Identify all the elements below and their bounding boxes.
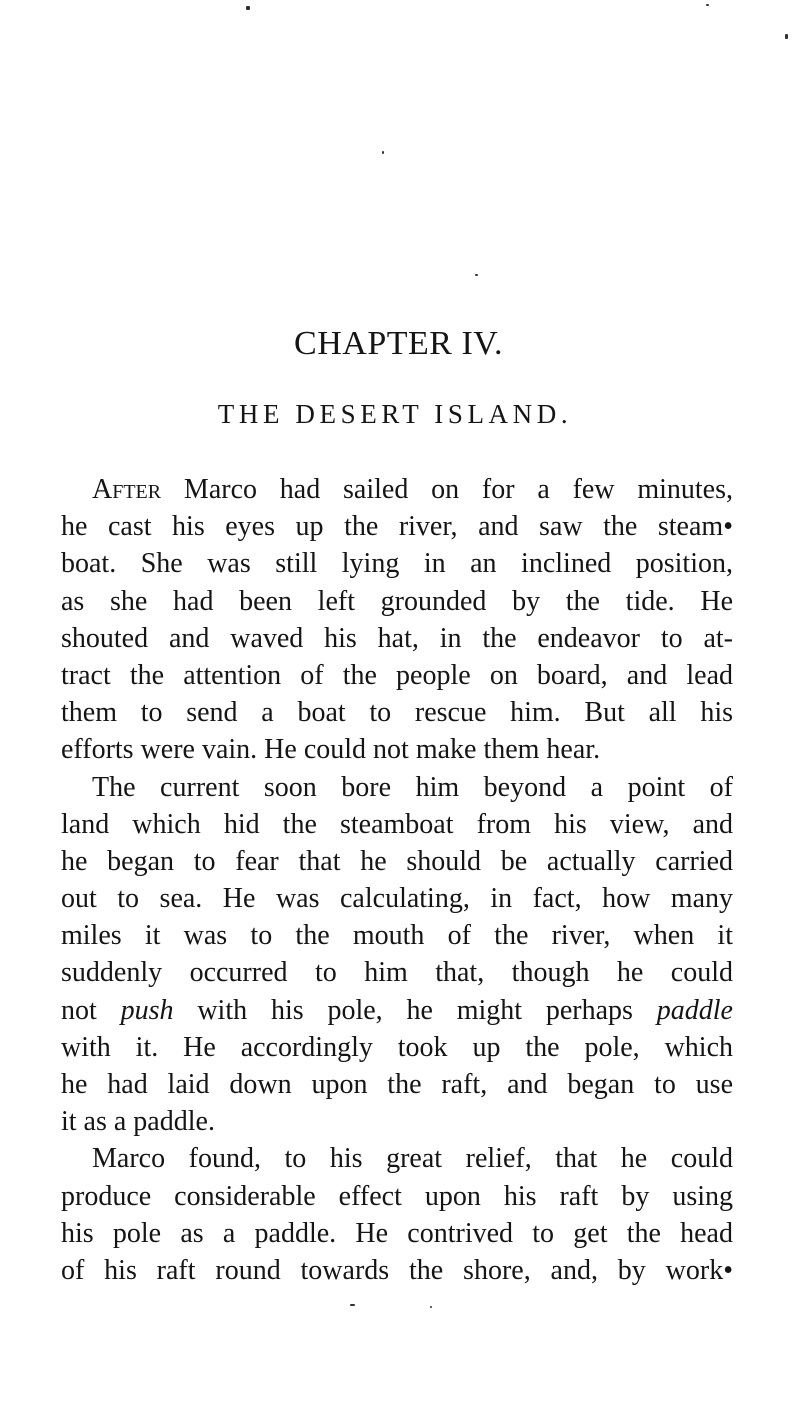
text-line (61, 620, 733, 657)
text-span: he began to fear that he should be actually carried (61, 845, 733, 877)
italic-word: push (120, 994, 174, 1026)
italic-word: paddle (656, 994, 733, 1026)
text-span: suddenly occurred to him that, though he could (61, 957, 733, 989)
chapter-subtitle: THE DESERT ISLAND. (217, 399, 573, 429)
print-speck (475, 274, 478, 276)
text-span: with his pole, he might perhaps (173, 994, 657, 1026)
text-span: his pole as a paddle. He contrived to get the head (61, 1217, 733, 1249)
text-span: he had laid down upon the raft, and began to use (61, 1069, 733, 1100)
print-speck (430, 1306, 432, 1308)
text-line (61, 1029, 733, 1066)
text-span: tract the attention of the people on board, and lead (61, 659, 733, 691)
text-line (61, 657, 733, 694)
text-line (61, 1215, 733, 1252)
text-span: Marco found, to his great relief, that he could (92, 1143, 733, 1175)
text-span: as she had been left grounded by the tide. He (61, 585, 733, 617)
text-span: boat. She was still lying in an inclined position, (61, 548, 733, 580)
text-line (61, 843, 733, 880)
text-line (61, 954, 733, 991)
small-caps-word: After (92, 474, 162, 505)
text-line (61, 1066, 733, 1103)
text-span: The current soon bore him beyond a point of (92, 771, 733, 803)
text-span: he cast his eyes up the river, and saw the steam• (61, 511, 733, 543)
text-line (61, 1252, 733, 1289)
text-line (61, 508, 733, 545)
text-line (61, 917, 733, 954)
text-span: it as a paddle. (61, 1106, 215, 1138)
print-speck (706, 4, 709, 6)
text-span: of his raft round towards the shore, and, by work• (61, 1254, 733, 1286)
text-line (61, 806, 733, 843)
text-span: shouted and waved his hat, in the endeavor to at- (61, 622, 733, 654)
text-span: them to send a boat to rescue him. But all his (61, 697, 733, 729)
text-line (61, 471, 733, 508)
text-line (61, 1178, 733, 1215)
text-line (61, 731, 733, 768)
text-span: produce considerable effect upon his raft by using (61, 1180, 733, 1212)
text-line (61, 694, 733, 731)
print-speck (382, 151, 384, 154)
text-span: with it. He accordingly took up the pole, which (61, 1031, 733, 1063)
text-line (61, 769, 733, 806)
chapter-title: CHAPTER IV. (294, 325, 503, 362)
text-line (61, 1140, 733, 1177)
print-speck (350, 1304, 355, 1306)
text-line (61, 1103, 733, 1140)
text-line (61, 880, 733, 917)
text-span: Marco had sailed on for a few minutes, (161, 474, 733, 505)
print-speck (246, 6, 250, 10)
text-line (61, 545, 733, 582)
text-line (61, 583, 733, 620)
text-span: out to sea. He was calculating, in fact, how many (61, 883, 733, 915)
chapter-body-text (61, 471, 733, 1289)
text-span: efforts were vain. He could not make them hear. (61, 734, 601, 766)
text-line (61, 992, 733, 1029)
text-span: land which hid the steamboat from his view, and (61, 808, 733, 840)
text-span: not (61, 994, 121, 1026)
print-speck (785, 34, 788, 39)
text-span: miles it was to the mouth of the river, when it (61, 920, 733, 952)
